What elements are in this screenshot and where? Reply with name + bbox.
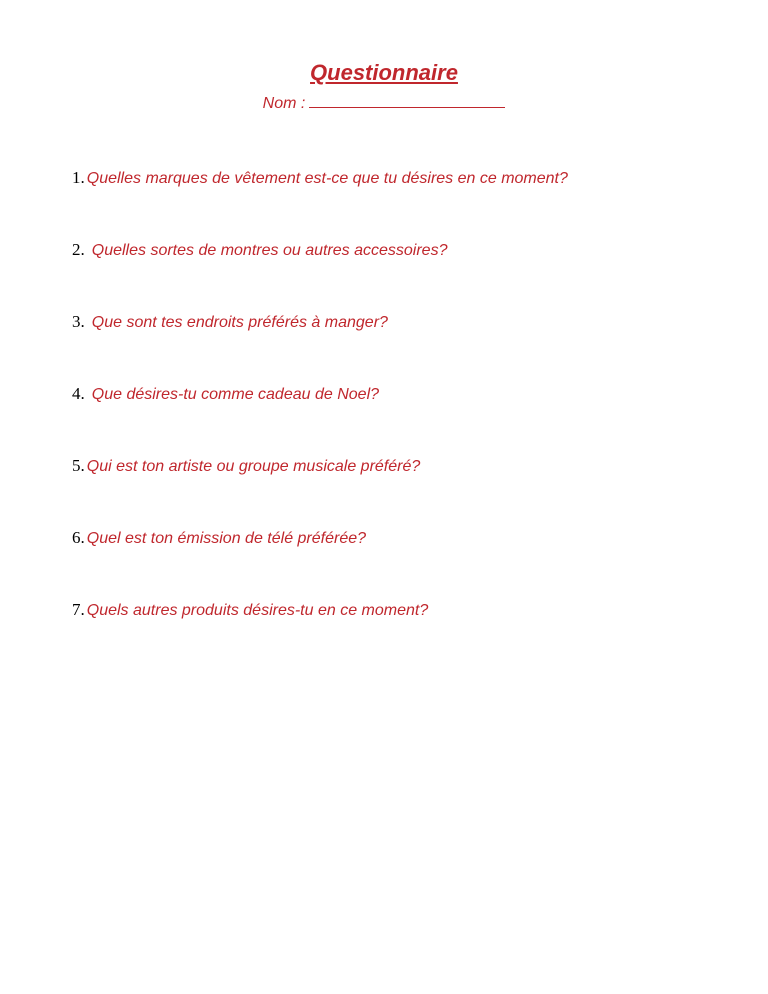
question-item (72, 600, 712, 672)
document-title: Questionnaire (310, 60, 458, 85)
question-item (72, 528, 712, 600)
name-label: Nom : (262, 95, 306, 112)
question-number: 4. (72, 384, 85, 403)
question-number: 6. (72, 528, 85, 547)
question-text: Quelles sortes de montres ou autres accessoires? (91, 242, 448, 259)
question-item (72, 168, 712, 240)
question-number: 1. (72, 168, 85, 187)
question-list (72, 168, 712, 672)
question-text: Quelles marques de vêtement est-ce que tu désires en ce moment? (86, 170, 568, 187)
question-number: 7. (72, 600, 85, 619)
name-field-line (0, 92, 768, 113)
question-number: 3. (72, 312, 85, 331)
question-item (72, 312, 712, 384)
question-text: Quels autres produits désires-tu en ce moment? (86, 602, 429, 619)
question-text: Que désires-tu comme cadeau de Noel? (91, 386, 380, 403)
question-item (72, 384, 712, 456)
question-item (72, 456, 712, 528)
name-blank-underline (309, 92, 505, 108)
question-text: Quel est ton émission de télé préférée? (86, 530, 367, 547)
question-text: Qui est ton artiste ou groupe musicale préféré? (86, 458, 421, 475)
question-number: 2. (72, 240, 85, 259)
question-item (72, 240, 712, 312)
question-text: Que sont tes endroits préférés à manger? (91, 314, 388, 331)
question-number: 5. (72, 456, 85, 475)
